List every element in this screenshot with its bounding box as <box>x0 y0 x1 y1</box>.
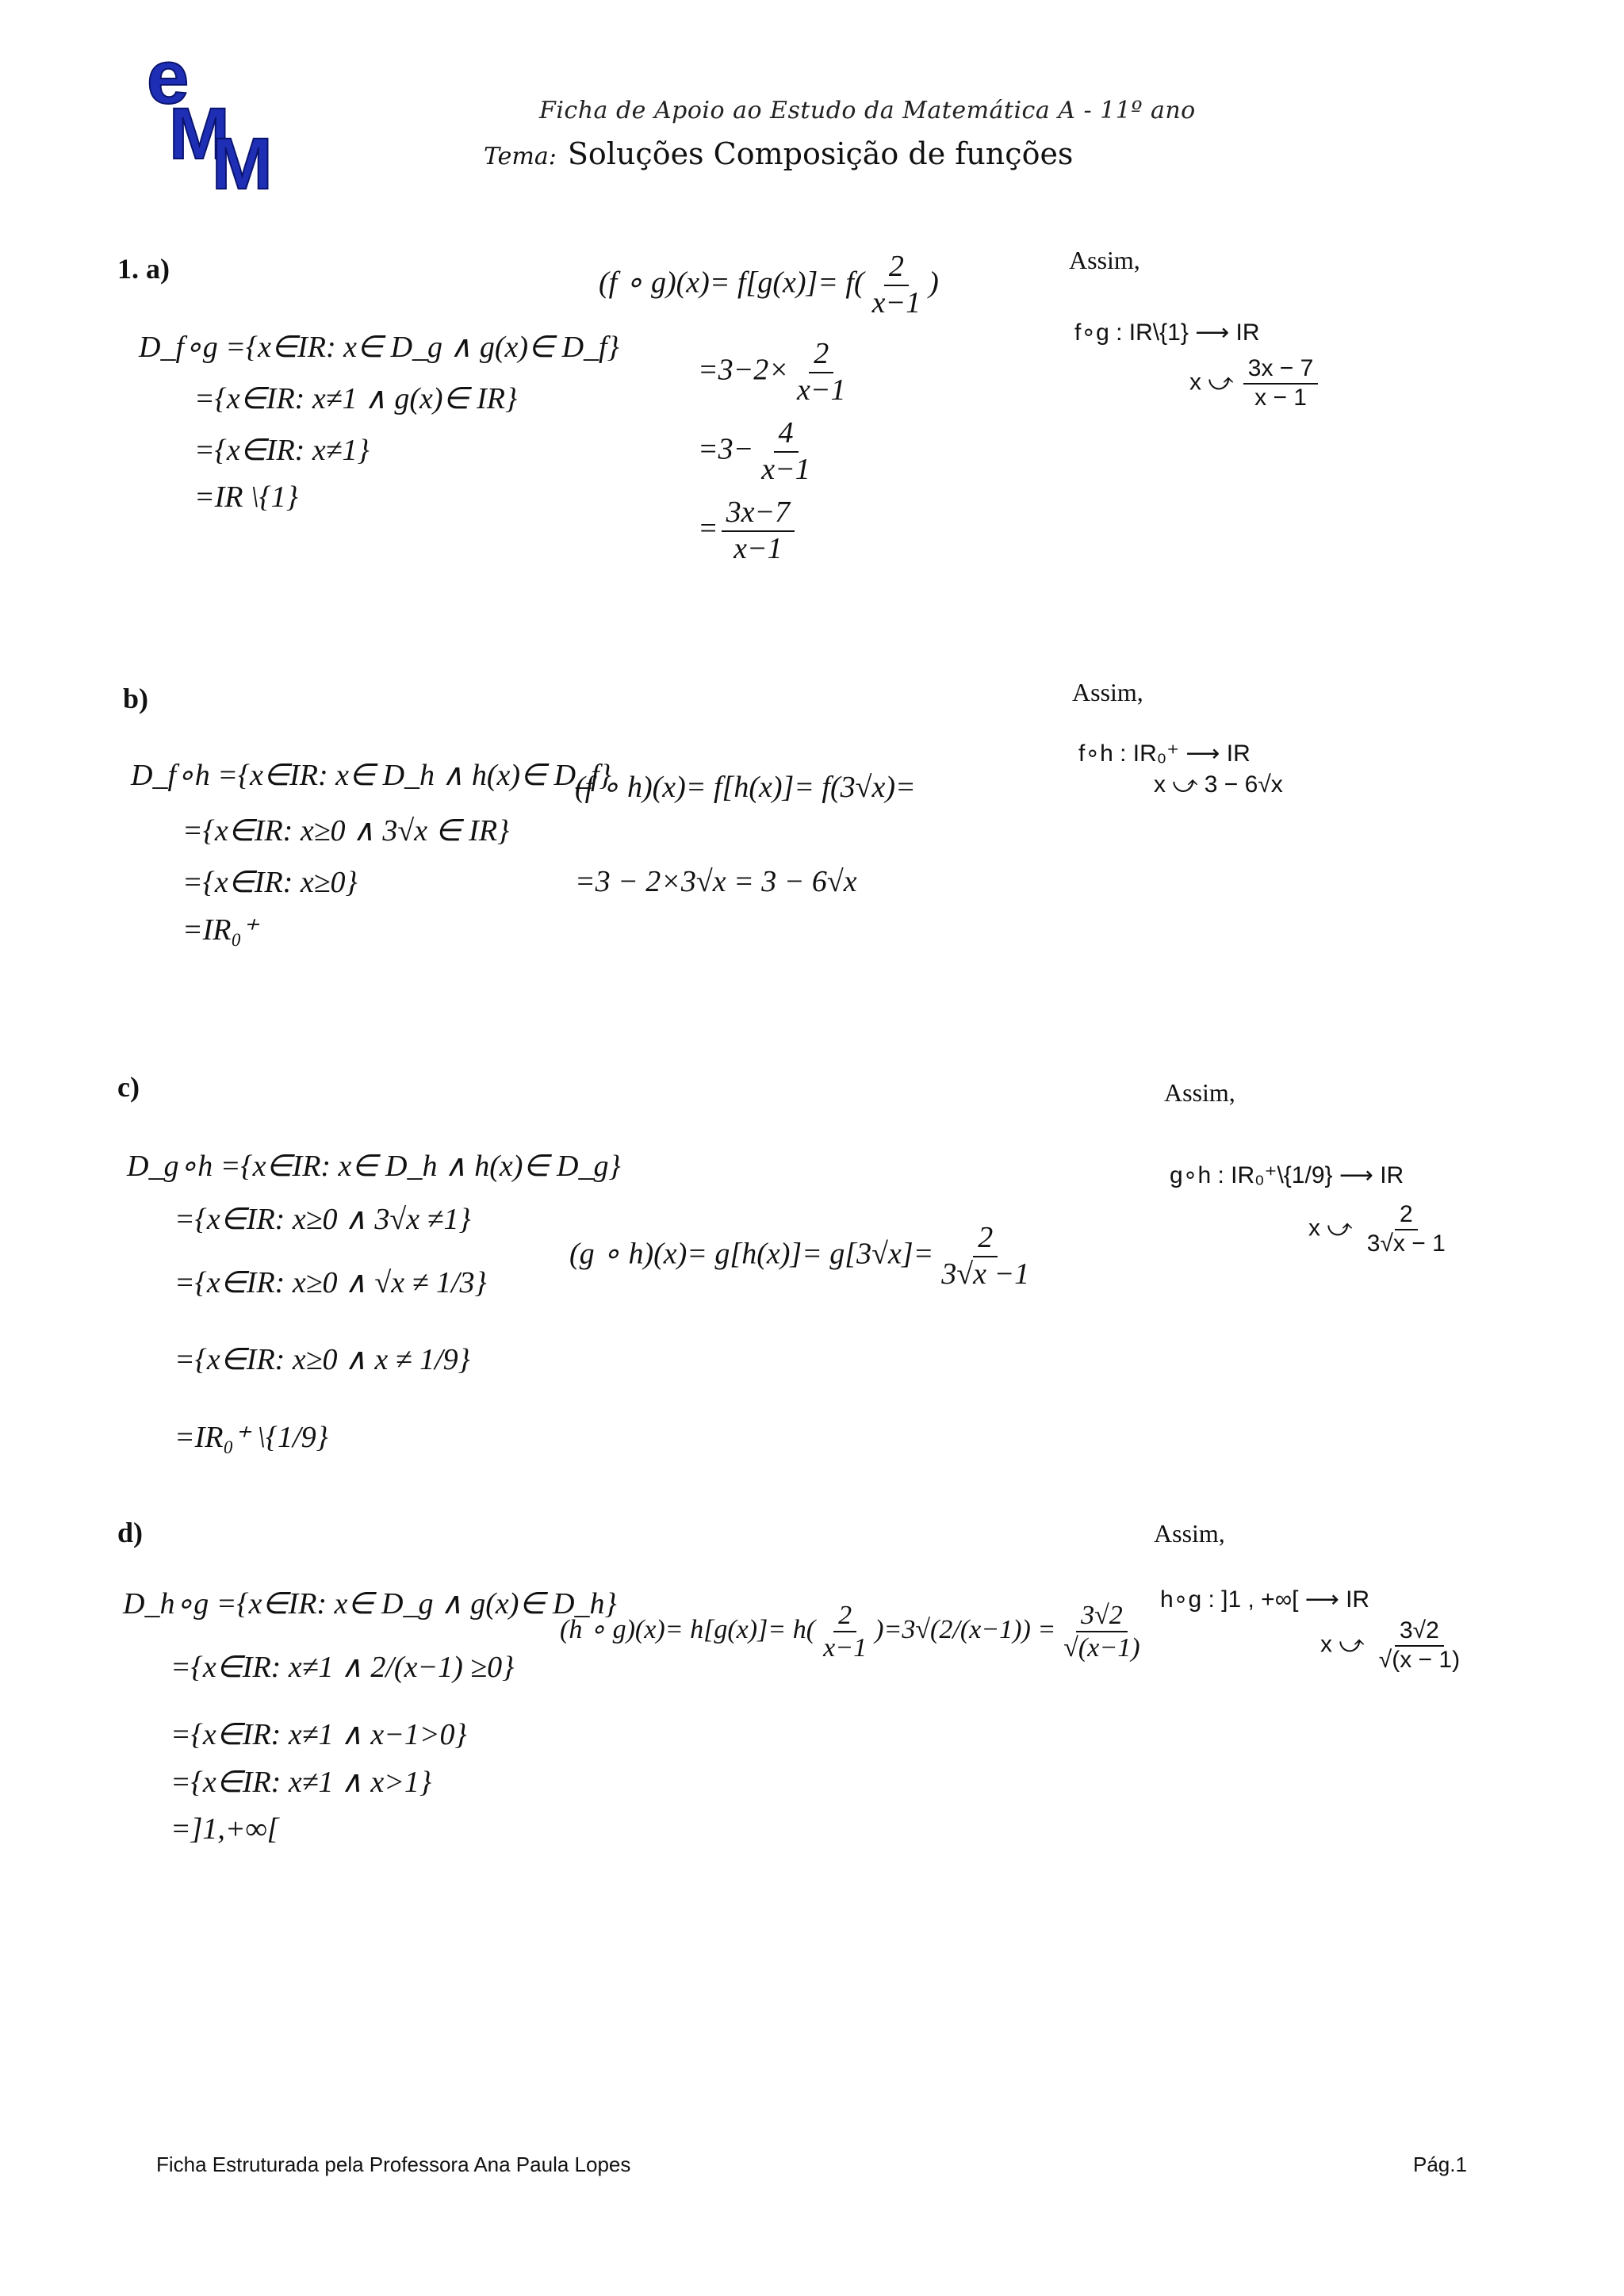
footer-author: Ficha Estruturada pela Professora Ana Paula Lopes <box>156 2152 631 2176</box>
a-step3-den: x−1 <box>733 531 783 565</box>
tema-value: Soluções Composição de funções <box>567 136 1074 171</box>
c-map-x: x <box>1308 1215 1320 1242</box>
c-assim: Assim, <box>1164 1078 1235 1107</box>
a-expr-fraction <box>868 250 926 320</box>
a-step2-num: 4 <box>774 416 799 453</box>
a-expr-num: 2 <box>884 250 909 286</box>
c-expr-num: 2 <box>973 1221 998 1257</box>
a-step2-fraction <box>756 416 815 487</box>
svg-text:M: M <box>169 94 230 174</box>
part-a-label: 1. a) <box>117 253 170 285</box>
d-domain-line-5: =]1,+∞[ <box>170 1812 279 1846</box>
part-b-label: b) <box>123 683 149 714</box>
maps-to-arrow-icon: ⤻ <box>1327 1215 1353 1242</box>
d-expr-num: 2 <box>833 1600 856 1632</box>
d-map-rule <box>1320 1617 1468 1674</box>
d-expr-den2: √(x−1) <box>1063 1633 1140 1663</box>
b-domain-line-3: ={x∈IR: x≥0} <box>182 866 358 899</box>
d-expr-num2: 3√2 <box>1076 1600 1128 1632</box>
a-expr-head: (f ∘ g)(x)= f[g(x)]= f( <box>599 266 864 300</box>
header-tema <box>484 136 1073 171</box>
maps-to-arrow-icon: ⤻ <box>1339 1631 1365 1658</box>
footer-page-number: Pág.1 <box>1413 2152 1467 2176</box>
d-domain-line-1: D_h∘g ={x∈IR: x∈ D_g ∧ g(x)∈ D_h} <box>123 1587 617 1621</box>
d-assim: Assim, <box>1154 1519 1225 1548</box>
d-domain-line-4: ={x∈IR: x≠1 ∧ x>1} <box>170 1766 432 1799</box>
a-step1-num: 2 <box>809 337 833 373</box>
a-step2-den: x−1 <box>761 452 810 486</box>
c-map-num: 2 <box>1395 1201 1418 1230</box>
d-expr-fraction <box>818 1600 871 1663</box>
a-domain-line-3: ={x∈IR: x≠1} <box>194 434 370 467</box>
d-composition-expr <box>560 1600 1148 1663</box>
d-domain-line-3: ={x∈IR: x≠1 ∧ x−1>0} <box>170 1718 467 1751</box>
a-expr-tail: ) <box>929 266 939 300</box>
part-c-label: c) <box>117 1071 140 1103</box>
a-step2-pre: =3− <box>698 432 754 466</box>
b-domain-line-1: D_f∘h ={x∈IR: x∈ D_h ∧ h(x)∈ D_f} <box>131 759 611 792</box>
a-map-num: 3x − 7 <box>1243 355 1319 385</box>
d-expr-head: (h ∘ g)(x)= h[g(x)]= h( <box>560 1614 816 1644</box>
b-assim: Assim, <box>1072 678 1143 706</box>
c-composition-expr <box>569 1221 1037 1292</box>
d-map-num: 3√2 <box>1395 1617 1444 1647</box>
d-map-fraction <box>1374 1617 1465 1674</box>
b-domain-line-4: =IR₀⁺ <box>182 913 258 947</box>
a-composition-expr <box>599 250 939 320</box>
c-expr-fraction <box>936 1221 1034 1292</box>
c-map-den: 3√x − 1 <box>1366 1230 1446 1257</box>
a-map-rule <box>1189 355 1321 411</box>
header-subtitle: Ficha de Apoio ao Estudo da Matemática A - 11º ano <box>539 97 1196 124</box>
a-step1-fraction <box>792 337 851 408</box>
b-composition-expr: (f ∘ h)(x)= f[h(x)]= f(3√x)= <box>575 771 916 804</box>
a-expr-den: x−1 <box>871 285 921 320</box>
d-domain-line-2: ={x∈IR: x≠1 ∧ 2/(x−1) ≥0} <box>170 1651 515 1684</box>
a-assim: Assim, <box>1069 246 1140 274</box>
a-map-den: x − 1 <box>1254 384 1307 411</box>
a-step3-pre: = <box>698 511 718 545</box>
c-domain-line-5: =IR₀⁺ \{1/9} <box>174 1421 328 1454</box>
tema-label: Tema: <box>484 143 557 170</box>
b-composition-result: =3 − 2×3√x = 3 − 6√x <box>575 865 857 898</box>
b-map-result: 3 − 6√x <box>1204 771 1283 798</box>
a-map-x: x <box>1189 369 1201 396</box>
c-expr-head: (g ∘ h)(x)= g[h(x)]= g[3√x]= <box>569 1237 934 1271</box>
svg-text:M: M <box>212 124 273 194</box>
b-map-line: f∘h : IR₀⁺ ⟶ IR <box>1078 740 1251 767</box>
a-step-1 <box>698 337 853 408</box>
a-step1-pre: =3−2× <box>698 353 789 387</box>
svg-text:e: e <box>147 40 190 120</box>
a-domain-line-1: D_f∘g ={x∈IR: x∈ D_g ∧ g(x)∈ D_f} <box>139 331 619 364</box>
emm-logo <box>139 40 297 194</box>
a-step3-num: 3x−7 <box>722 496 795 532</box>
part-d-label: d) <box>117 1517 144 1548</box>
d-expr-mid: )=3√(2/(x−1)) = <box>875 1614 1056 1644</box>
a-step1-den: x−1 <box>796 373 846 407</box>
c-map-fraction <box>1362 1201 1450 1257</box>
b-domain-line-2: ={x∈IR: x≥0 ∧ 3√x ∈ IR} <box>182 814 510 848</box>
c-map-rule <box>1308 1201 1454 1257</box>
a-domain-line-4: =IR \{1} <box>194 480 298 514</box>
a-step3-fraction <box>722 496 795 566</box>
d-map-x: x <box>1320 1631 1332 1658</box>
a-step-2 <box>698 416 818 487</box>
b-map-x: x <box>1154 771 1166 798</box>
d-map-line: h∘g : ]1 , +∞[ ⟶ IR <box>1160 1586 1370 1613</box>
maps-to-arrow-icon: ⤻ <box>1172 771 1198 798</box>
c-map-line: g∘h : IR₀⁺\{1/9} ⟶ IR <box>1170 1162 1404 1188</box>
maps-to-arrow-icon: ⤻ <box>1208 369 1234 396</box>
a-map-line: f∘g : IR\{1} ⟶ IR <box>1074 320 1260 346</box>
a-step-3 <box>698 496 798 566</box>
d-map-den: √(x − 1) <box>1378 1646 1461 1673</box>
c-expr-den: 3√x −1 <box>941 1257 1030 1291</box>
a-map-fraction <box>1243 355 1319 411</box>
a-domain-line-2: ={x∈IR: x≠1 ∧ g(x)∈ IR} <box>194 382 518 415</box>
c-domain-line-2: ={x∈IR: x≥0 ∧ 3√x ≠1} <box>174 1203 471 1236</box>
c-domain-line-3: ={x∈IR: x≥0 ∧ √x ≠ 1/3} <box>174 1266 487 1299</box>
d-expr-fraction-2 <box>1059 1600 1144 1663</box>
d-expr-den: x−1 <box>823 1633 868 1663</box>
b-map-rule <box>1154 771 1283 798</box>
c-domain-line-1: D_g∘h ={x∈IR: x∈ D_h ∧ h(x)∈ D_g} <box>127 1150 621 1183</box>
c-domain-line-4: ={x∈IR: x≥0 ∧ x ≠ 1/9} <box>174 1343 470 1376</box>
